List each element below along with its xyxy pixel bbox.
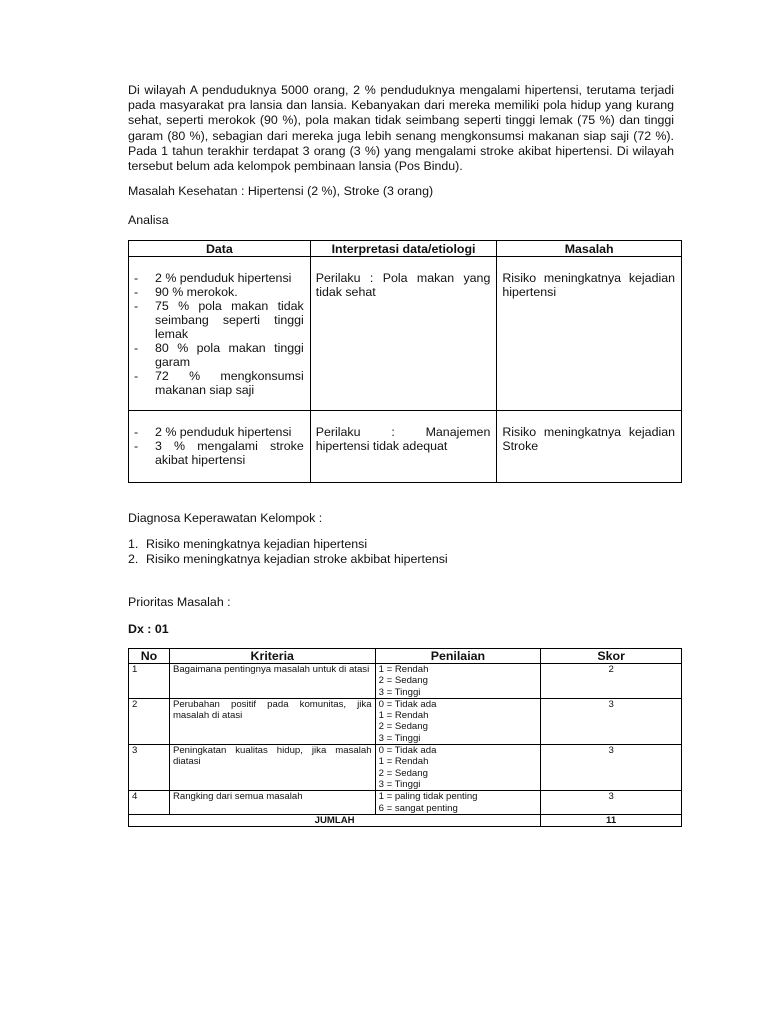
data-list bbox=[134, 271, 304, 397]
diagnosa-heading: Diagnosa Keperawatan Kelompok : bbox=[128, 511, 323, 525]
diagnosa-item: 1. Risiko meningkatnya kejadian hipertensi bbox=[128, 537, 368, 551]
analisa-header-row bbox=[129, 241, 682, 257]
row-kriteria: Perubahan positif pada komunitas, jika masalah di atasi bbox=[169, 698, 375, 744]
masalah-cell bbox=[497, 257, 682, 411]
data-item: - 2 % penduduk hipertensi bbox=[134, 425, 292, 439]
row-kriteria: Bagaimana pentingnya masalah untuk di atasi bbox=[169, 664, 375, 699]
header-penilaian: Penilaian bbox=[375, 649, 541, 664]
header-kriteria: Kriteria bbox=[169, 649, 375, 664]
row-penilaian: 0 = Tidak ada 1 = Rendah 2 = Sedang 3 = Tinggi bbox=[375, 698, 541, 744]
prioritas-heading: Prioritas Masalah : bbox=[128, 595, 231, 609]
table-row bbox=[129, 664, 682, 699]
total-value: 11 bbox=[541, 814, 682, 826]
analisa-row bbox=[129, 411, 682, 483]
row-skor: 3 bbox=[541, 791, 682, 815]
analisa-heading: Analisa bbox=[128, 213, 169, 227]
row-kriteria: Rangking dari semua masalah bbox=[169, 791, 375, 815]
row-no: 2 bbox=[129, 698, 170, 744]
diagnosa-list bbox=[128, 537, 448, 567]
data-cell bbox=[129, 411, 311, 483]
masalah-text: Risiko meningkatnya kejadian Stroke bbox=[502, 425, 675, 453]
analisa-table bbox=[128, 240, 682, 483]
masalah-text: Risiko meningkatnya kejadian hipertensi bbox=[502, 271, 675, 299]
table-row bbox=[129, 791, 682, 815]
data-item: - 80 % pola makan tinggi garam bbox=[134, 341, 304, 369]
header-interpretasi: Interpretasi data/etiologi bbox=[310, 241, 497, 257]
data-item: - 3 % mengalami stroke akibat hipertensi bbox=[134, 439, 304, 467]
header-masalah: Masalah bbox=[497, 241, 682, 257]
dx-label: Dx : 01 bbox=[128, 622, 169, 636]
total-row bbox=[129, 814, 682, 826]
data-item: - 90 % merokok. bbox=[134, 285, 238, 299]
masalah-kesehatan-line: Masalah Kesehatan : Hipertensi (2 %), Stroke (3 orang) bbox=[128, 184, 434, 198]
prioritas-header-row bbox=[129, 649, 682, 664]
row-skor: 2 bbox=[541, 664, 682, 699]
row-skor: 3 bbox=[541, 698, 682, 744]
diagnosa-item: 2. Risiko meningkatnya kejadian stroke akbibat hipertensi bbox=[128, 552, 448, 566]
header-data: Data bbox=[129, 241, 311, 257]
row-penilaian: 0 = Tidak ada 1 = Rendah 2 = Sedang 3 = Tinggi bbox=[375, 745, 541, 791]
row-no: 4 bbox=[129, 791, 170, 815]
header-skor: Skor bbox=[541, 649, 682, 664]
interpretasi-text: Perilaku : Pola makan yang tidak sehat bbox=[315, 271, 491, 299]
row-penilaian: 1 = paling tidak penting 6 = sangat penting bbox=[375, 791, 541, 815]
data-list bbox=[134, 425, 304, 467]
interpretasi-text: Perilaku : Manajemen hipertensi tidak adequat bbox=[315, 425, 491, 453]
row-kriteria: Peningkatan kualitas hidup, jika masalah diatasi bbox=[169, 745, 375, 791]
table-row bbox=[129, 698, 682, 744]
data-item: - 2 % penduduk hipertensi bbox=[134, 271, 292, 285]
total-label: JUMLAH bbox=[129, 814, 541, 826]
table-row bbox=[129, 745, 682, 791]
intro-paragraph: Di wilayah A penduduknya 5000 orang, 2 % penduduknya mengalami hipertensi, terutama terjadi pada masyarakat pra lansia dan lansia. Kebanyakan dari mereka memiliki pola hidup yang kurang sehat, seperti merokok (90 %), pola makan tidak seimbang seperti tinggi lemak (75 %) dan tinggi garam (80 %), sebagian dari mereka juga lebih senang mengkonsumsi makanan siap saji (72 %). Pada 1 tahun terakhir terdapat 3 orang (3 %) yang mengalami stroke akibat hipertensi. Di wilayah tersebut belum ada kelompok pembinaan lansia (Pos Bindu). bbox=[128, 83, 674, 174]
prioritas-table bbox=[128, 648, 682, 827]
row-penilaian: 1 = Rendah 2 = Sedang 3 = Tinggi bbox=[375, 664, 541, 699]
interpretasi-cell bbox=[310, 257, 497, 411]
data-item: - 75 % pola makan tidak seimbang seperti tinggi lemak bbox=[134, 299, 304, 341]
data-item: - 72 % mengkonsumsi makanan siap saji bbox=[134, 369, 304, 397]
header-no: No bbox=[129, 649, 170, 664]
row-no: 1 bbox=[129, 664, 170, 699]
row-skor: 3 bbox=[541, 745, 682, 791]
analisa-row bbox=[129, 257, 682, 411]
row-no: 3 bbox=[129, 745, 170, 791]
data-cell bbox=[129, 257, 311, 411]
masalah-cell bbox=[497, 411, 682, 483]
interpretasi-cell bbox=[310, 411, 497, 483]
